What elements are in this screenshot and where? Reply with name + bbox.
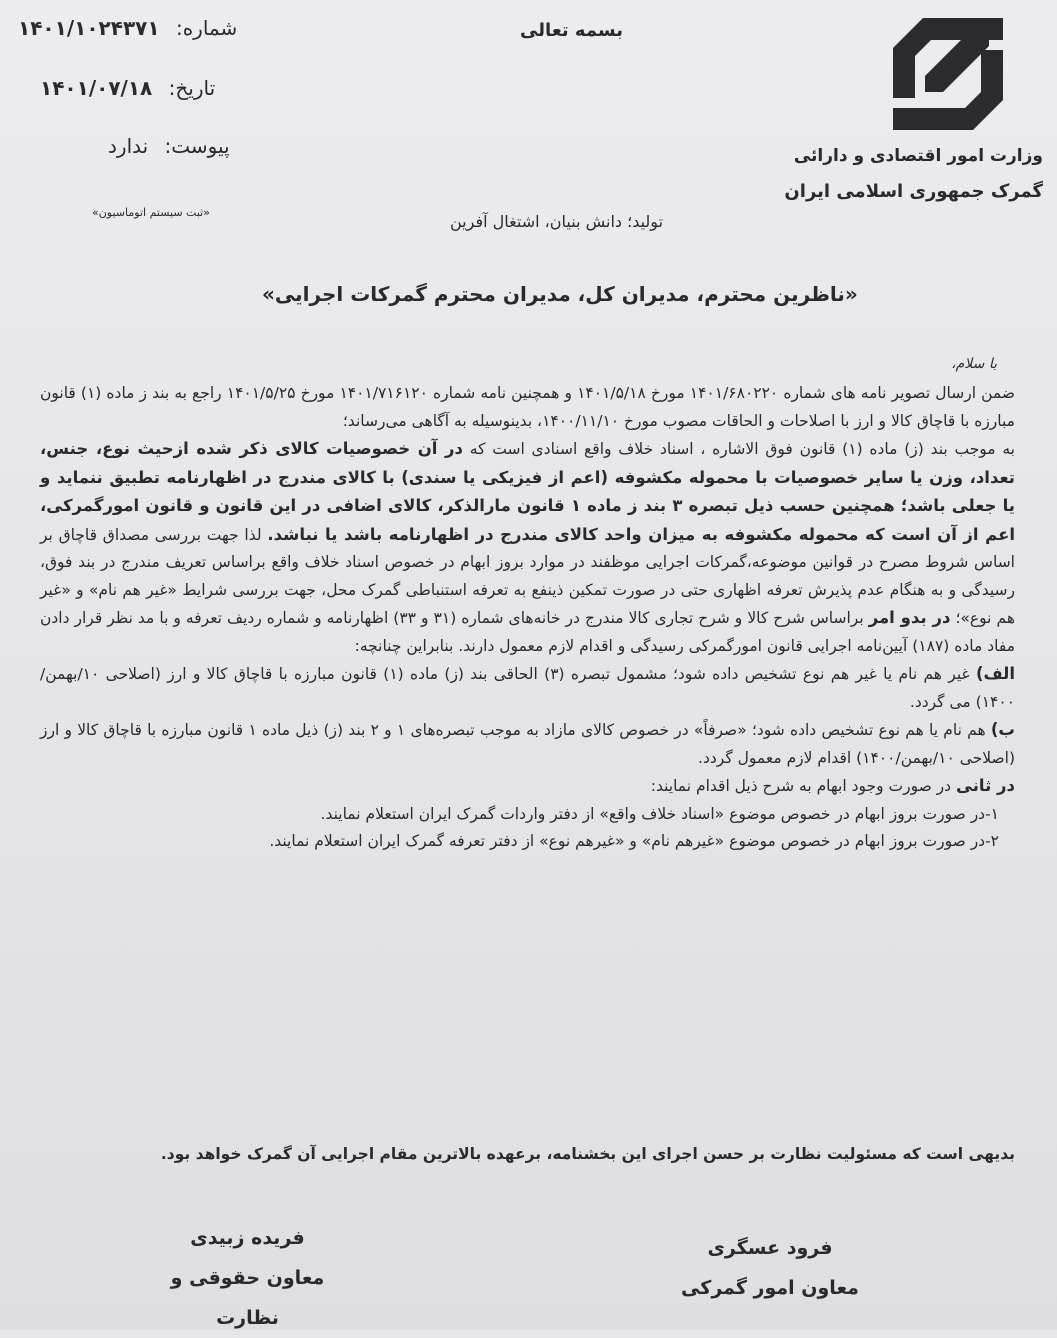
secondly bbox=[40, 772, 1015, 801]
clause-be-label: ب) bbox=[990, 720, 1015, 739]
bismillah: بسمه تعالی bbox=[520, 20, 623, 41]
closing-statement: بدیهی است که مسئولیت نظارت بر حسن اجرای این بخشنامه، برعهده بالاترین مقام اجرایی آن گمرک خواهد بود. bbox=[160, 1145, 1015, 1163]
signer-title-legal: معاون حقوقی و نظارت bbox=[170, 1267, 325, 1329]
date-value: ۱۴۰۱/۰۷/۱۸ bbox=[40, 76, 153, 100]
automation-note: «ثبت سیستم اتوماسیون» bbox=[92, 206, 210, 219]
signature-customs bbox=[680, 1228, 860, 1308]
signer-name-customs: فرود عسگری bbox=[707, 1237, 833, 1259]
secondly-text: در صورت وجود ابهام به شرح ذیل اقدام نمایند: bbox=[650, 777, 952, 795]
item-2: ۲-در صورت بروز ابهام در خصوص موضوع «غیرهم نام» و «غیرهم نوع» از دفتر تعرفه گمرک ایران استعلام نمایند. bbox=[269, 832, 999, 850]
customs-logo-icon bbox=[893, 18, 1003, 130]
secondly-bold: در ثانی bbox=[956, 776, 1015, 795]
signer-name-legal: فریده زبیدی bbox=[190, 1227, 305, 1249]
letter-body bbox=[40, 380, 1015, 856]
ministry-block bbox=[784, 138, 1043, 210]
customs-name: گمرک جمهوری اسلامی ایران bbox=[784, 181, 1043, 202]
letter-date bbox=[40, 76, 215, 100]
definition-tail: لذا جهت بررسی مصداق قاچاق بر اساس شروط مصرح در قوانین موضوعه،گمرکات اجرایی موظفند در موارد بروز ابهام در خصوص اسناد خلاف واقع براساس تعریف مندرج در بند فوق، رسیدگی و به هنگام عدم پذیرش تعرفه اظهاری حتی در صورت تمکین ذینفع به تعرفه استنباطی گمرک محل، جهت بررسی شرایط «غیر هم نام» و «غیر هم نوع»؛ bbox=[40, 525, 1015, 627]
date-label: تاریخ: bbox=[168, 76, 216, 100]
attachment-label: پیوست: bbox=[164, 134, 230, 158]
signer-title-customs: معاون امور گمرکی bbox=[681, 1277, 859, 1299]
letter-attachment bbox=[108, 134, 230, 158]
clause-alef-label: الف) bbox=[975, 664, 1015, 683]
item-1: ۱-در صورت بروز ابهام در خصوص موضوع «اسناد خلاف واقع» از دفتر واردات گمرک ایران استعلام نمایند. bbox=[320, 804, 999, 823]
attachment-value: ندارد bbox=[108, 134, 149, 158]
number-label: شماره: bbox=[175, 16, 238, 40]
addressee: «ناظرین محترم، مدیران کل، مدیران محترم گمرکات اجرایی» bbox=[262, 282, 858, 306]
number-value: ۱۴۰۱/۱۰۲۴۳۷۱ bbox=[18, 16, 160, 40]
motto: تولید؛ دانش بنیان، اشتغال آفرین bbox=[450, 212, 664, 231]
definition-bold: در آن خصوصیات کالای ذکر شده ازحیث نوع، جنس، تعداد، وزن یا سایر خصوصیات با محموله مکشوفه (اعم از فیزیکی یا سندی) با کالای مندرج در اظهارنامه تطبیق ننماید و یا جعلی باشد؛ همچنین حسب ذیل تبصره ۳ بند ز ماده ۱ قانون مارالذکر، کالای اضافی در این قانون و قانون امورگمرکی، اعم از آن است که محموله مکشوفه به میزان واحد کالای مندرج در اظهارنامه باشد یا نباشد. bbox=[40, 439, 1016, 544]
paragraph-intro: ضمن ارسال تصویر نامه های شماره ۱۴۰۱/۶۸۰۲۲۰ مورخ ۱۴۰۱/۵/۱۸ و همچنین نامه شماره ۱۴۰۱/۷۱۶۱۲۰ مورخ ۱۴۰۱/۵/۲۵ راجع به بند ز ماده (۱) قانون مبارزه با قاچاق کالا و ارز با اصلاحات و الحاقات مصوب مورخ ۱۴۰۰/۱۱/۱۰، بدینوسیله به آگاهی می‌رساند؛ bbox=[40, 384, 1016, 430]
clause-be-text: هم نام یا هم نوع تشخیص داده شود؛ «صرفاً» در خصوص کالای مازاد به موجب تبصره‌های ۱ و ۲ بند (ز) ذیل ماده ۱ قانون مبارزه با قاچاق کالا و ارز (اصلاحی ۱۰/بهمن/۱۴۰۰) اقدام لازم معمول گردد. bbox=[40, 721, 1015, 767]
greeting: با سلام، bbox=[951, 356, 997, 372]
first-step-bold: در بدو امر bbox=[868, 608, 951, 627]
ministry-name: وزارت امور اقتصادی و دارائی bbox=[793, 146, 1043, 166]
letter-number bbox=[18, 16, 237, 40]
paragraph-definition bbox=[40, 435, 1015, 660]
clause-alef bbox=[40, 660, 1015, 716]
definition-lead: به موجب بند (ز) ماده (۱) قانون فوق الاشاره ، اسناد خلاف واقع اسنادی است که bbox=[469, 440, 1015, 458]
definition-tail-2: براساس شرح کالا و شرح تجاری کالا مندرج در خانه‌های شماره (۳۱ و ۳۳) اظهارنامه و شماره ردیف تعرفه و با مد نظر قرار دادن مفاد ماده (۱۸۷) آیین‌نامه اجرایی قانون امورگمرکی رسیدگی و اقدام لازم معمول دارند. بنابراین چنانچه: bbox=[40, 609, 1015, 655]
clause-alef-text: غیر هم نام یا غیر هم نوع تشخیص داده شود؛ مشمول تبصره (۳) الحاقی بند (ز) ماده (۱) قانون مبارزه با قاچاق کالا و ارز (اصلاحی ۱۰/بهمن/۱۴۰۰) می گردد. bbox=[40, 665, 1015, 711]
signature-legal bbox=[140, 1218, 355, 1338]
clause-be bbox=[40, 716, 1015, 772]
